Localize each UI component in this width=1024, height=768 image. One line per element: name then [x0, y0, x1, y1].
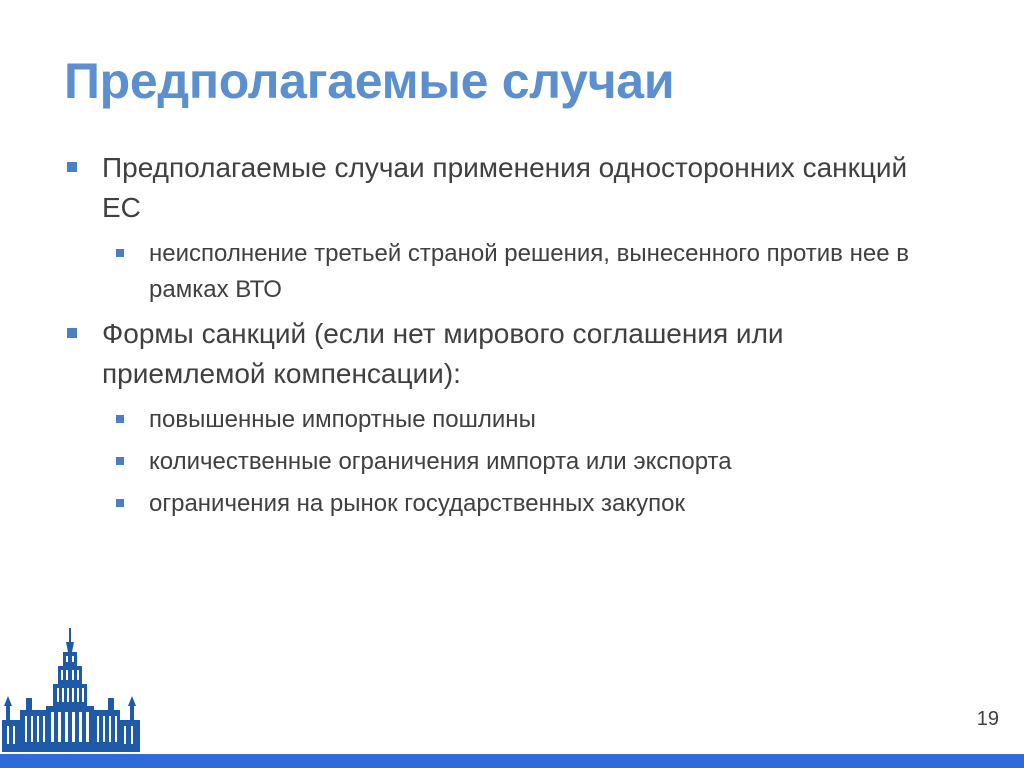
square-bullet-icon: [116, 249, 124, 257]
sub-bullet-item: [64, 236, 944, 308]
slide-content: [64, 148, 944, 528]
sub-bullet-text: количественные ограничения импорта или экспорта: [149, 448, 732, 475]
slide-title: Предполагаемые случаи: [64, 53, 675, 109]
square-bullet-icon: [67, 162, 77, 172]
sub-bullet-text: неисполнение третьей страной решения, вынесенного против нее в рамках ВТО: [149, 240, 909, 303]
bullet-item: [64, 314, 944, 394]
square-bullet-icon: [116, 415, 124, 423]
sub-bullet-item: [64, 402, 944, 438]
sub-bullet-item: [64, 444, 944, 480]
sub-bullet-text: ограничения на рынок государственных закупок: [149, 490, 685, 517]
square-bullet-icon: [116, 457, 124, 465]
square-bullet-icon: [116, 499, 124, 507]
bottom-accent-bar: [0, 754, 1024, 768]
bullet-text: Предполагаемые случаи применения односторонних санкций ЕС: [102, 152, 908, 223]
sub-bullet-text: повышенные импортные пошлины: [149, 406, 536, 433]
msu-building-logo: [0, 628, 145, 754]
page-number: 19: [976, 708, 999, 730]
bullet-text: Формы санкций (если нет мирового соглашения или приемлемой компенсации):: [102, 318, 784, 389]
bullet-item: [64, 148, 944, 228]
sub-bullet-item: [64, 486, 944, 522]
square-bullet-icon: [67, 328, 77, 338]
